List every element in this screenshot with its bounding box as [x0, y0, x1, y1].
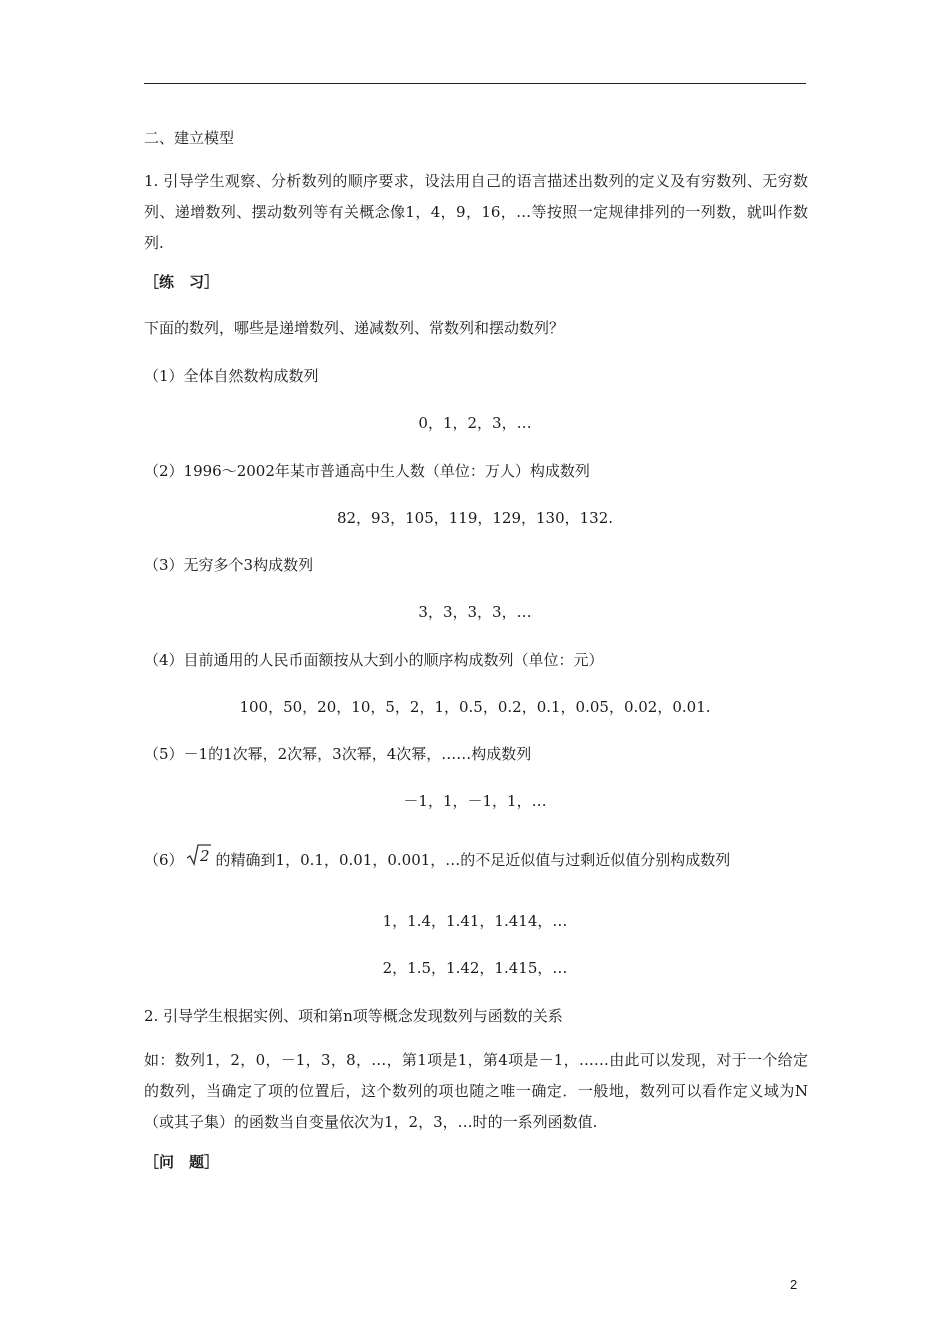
item-3-sequence: 3，3，3，3，…: [418, 603, 532, 621]
item-6-sequence-upper: 2，1.5，1.42，1.415，…: [382, 959, 568, 977]
section-heading: 二、建立模型: [144, 129, 235, 147]
item-4-sequence: 100，50，20，10，5，2，1，0.5，0.2，0.1，0.05，0.02，0.01.: [239, 698, 711, 716]
item-6-suffix: 的精确到1，0.1，0.01，0.001，…的不足近似值与过剩近似值分别构成数列: [215, 851, 731, 869]
item-5-sequence: －1，1，－1，1，…: [403, 792, 547, 810]
item-2-label: （2）1996～2002年某市普通高中生人数（单位：万人）构成数列: [144, 462, 590, 480]
item-1-label: （1）全体自然数构成数列: [144, 367, 319, 385]
exercise-question: 下面的数列，哪些是递增数列、递减数列、常数列和摆动数列？: [144, 319, 565, 337]
item-6-prefix: （6）: [144, 851, 184, 869]
paragraph-1: 1. 引导学生观察、分析数列的顺序要求，设法用自己的语言描述出数列的定义及有穷数列、无穷数列、递增数列、摆动数列等有关概念像1，4，9，16，…等按照一定规律排列的一列数，就叫作数列.: [144, 172, 808, 252]
paragraph-2: 2. 引导学生根据实例、项和第n项等概念发现数列与函数的关系: [144, 1007, 563, 1025]
svg-text:2: 2: [199, 847, 210, 865]
paragraph-3: 如：数列1，2，0，－1，3，8，…，第1项是1，第4项是－1，……由此可以发现，对于一个给定的数列，当确定了项的位置后，这个数列的项也随之唯一确定．一般地，数列可以看作定义域为N（或其子集）的函数当自变量依次为1，2，3，…时的一系列函数值.: [144, 1051, 808, 1131]
item-4-label: （4）目前通用的人民币面额按从大到小的顺序构成数列（单位：元）: [144, 651, 604, 669]
exercise-heading: ［练 习］: [144, 273, 220, 291]
page-number: 2: [790, 1277, 798, 1292]
item-1-sequence: 0，1，2，3，…: [418, 414, 532, 432]
item-3-label: （3）无穷多个3构成数列: [144, 556, 314, 574]
question-heading: ［问 题］: [144, 1153, 220, 1171]
item-6-sequence-lower: 1，1.4，1.41，1.414，…: [382, 912, 568, 930]
item-5-label: （5）－1的1次幂，2次幂，3次幂，4次幂，……构成数列: [144, 745, 532, 763]
sqrt-symbol: [186, 843, 212, 872]
item-6-label: [144, 843, 730, 872]
item-2-sequence: 82，93，105，119，129，130，132.: [336, 509, 614, 527]
header-rule: [144, 83, 806, 84]
